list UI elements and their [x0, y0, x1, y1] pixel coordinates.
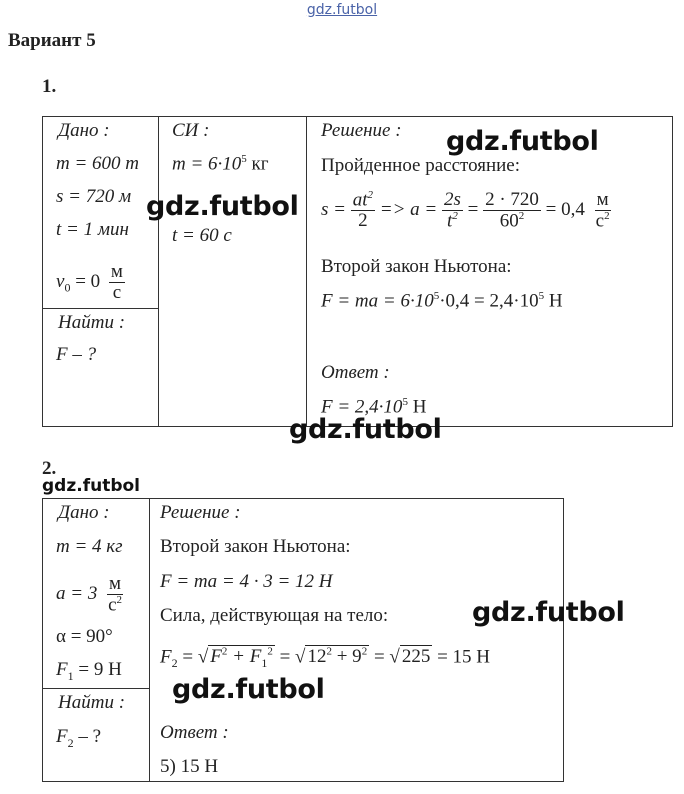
watermark-2: gdz.futbol [146, 191, 299, 222]
task1-si-label: СИ : [172, 120, 210, 141]
task2-given-a: a = 3 $\frac{м}{с^2}$ [56, 573, 123, 616]
task1-answer-value: $F = 2,4\cdot 10^5$ Н [321, 396, 427, 418]
task1-divider-1 [158, 116, 159, 426]
task2-divider-find [42, 688, 149, 689]
task1-formula-a: s = $\frac{at^2}{2}$ => a = $\frac{2s}{t^2}$ = $\frac{2 \cdot 720}{60^2}$ = 0,4 $\frac{м}{с^2}$ [321, 189, 610, 232]
task1-find-value: F – ? [56, 344, 97, 365]
task2-answer-value: 5) 15 Н [160, 756, 219, 777]
watermark-5: gdz.futbol [472, 597, 625, 628]
task2-find-label: Найти : [58, 692, 126, 713]
task2-given-m: m = 4 кг [56, 536, 123, 557]
task1-newton-text: Второй закон Ньютона: [321, 256, 512, 277]
task1-solution-label: Решение : [321, 120, 402, 141]
task1-si-m: $m = 6\cdot 10^5$ кг [172, 153, 269, 175]
task1-divider-2 [306, 116, 307, 426]
task2-solution-label: Решение : [160, 502, 241, 523]
task2-force-eq: F = ma = 4 · 3 = 12 Н [160, 571, 333, 592]
task1-force-eq: F = ma = $6\cdot 10^5\cdot 0,4 = 2,4\cdot 10^5$ Н [321, 290, 563, 312]
task1-given-s: s = 720 м [56, 186, 132, 207]
task1-distance-text: Пройденное расстояние: [321, 155, 521, 176]
watermark-3: gdz.futbol [289, 414, 442, 445]
task2-f2-formula: $F_2$ = √ $F^2 + F_1^2$ = √ $12^2 + 9^2$ = √ 225 = 15 Н [160, 646, 491, 671]
watermark-top-link[interactable]: gdz.futbol [306, 2, 378, 18]
task1-given-t: t = 1 мин [56, 219, 129, 240]
task1-given-v0: $v_0 = 0$ $\frac{м}{с}$ [56, 261, 123, 303]
task2-given-label: Дано : [58, 502, 110, 523]
task2-force-text: Сила, действующая на тело: [160, 605, 389, 626]
task2-given-f1: $F_1 = 9$ Н [56, 659, 122, 683]
task1-given-label: Дано : [58, 120, 110, 141]
task1-number: 1. [42, 76, 57, 97]
watermark-4: gdz.futbol [42, 476, 140, 496]
task1-given-m: m = 600 т [56, 153, 140, 174]
watermark-6: gdz.futbol [172, 674, 325, 705]
task2-number: 2. [42, 458, 57, 479]
task1-find-label: Найти : [58, 312, 126, 333]
task1-si-t: t = 60 с [172, 225, 232, 246]
task2-divider [149, 498, 150, 781]
task2-given-alpha: α = 90° [56, 626, 113, 647]
task2-newton-text: Второй закон Ньютона: [160, 536, 351, 557]
watermark-1: gdz.futbol [446, 126, 599, 157]
task2-find-value: $F_2$ – ? [56, 726, 102, 750]
task1-answer-label: Ответ : [321, 362, 390, 383]
task1-divider-find [42, 308, 158, 309]
variant-heading: Вариант 5 [8, 30, 96, 51]
task2-answer-label: Ответ : [160, 722, 229, 743]
